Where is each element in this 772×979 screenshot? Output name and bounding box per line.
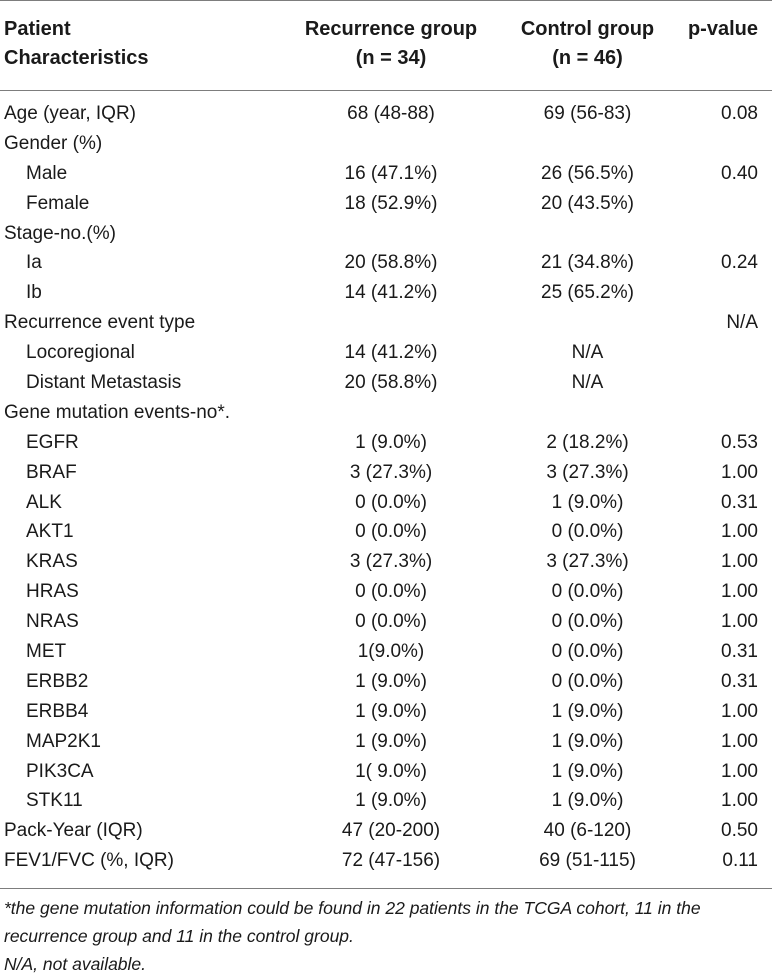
- row-label: Female: [26, 192, 90, 214]
- control-value: 40 (6-120): [543, 820, 632, 842]
- p-value: 0.24: [721, 252, 758, 274]
- recurrence-value: 0 (0.0%): [355, 611, 427, 633]
- row-label: FEV1/FVC (%, IQR): [4, 850, 174, 872]
- recurrence-value: 1 (9.0%): [355, 670, 427, 692]
- control-value: 1 (9.0%): [551, 491, 624, 513]
- recurrence-value: 72 (47-156): [341, 850, 441, 872]
- control-value: 3 (27.3%): [546, 461, 629, 483]
- header-patient-characteristics: Patient Characteristics: [4, 18, 149, 69]
- footnote-line: N/A, not available.: [4, 954, 147, 974]
- header-control-group: Control group (n = 46): [520, 18, 655, 69]
- table-row: [0, 219, 772, 249]
- table-row: [0, 697, 772, 727]
- recurrence-value: 1 (9.0%): [355, 730, 427, 752]
- table-row: [0, 189, 772, 219]
- recurrence-value: 0 (0.0%): [355, 491, 427, 513]
- header-recurrence-group: Recurrence group (n = 34): [304, 18, 478, 69]
- table-row: [0, 458, 772, 488]
- control-value: 26 (56.5%): [541, 162, 634, 184]
- control-value: 0 (0.0%): [551, 670, 624, 692]
- row-label: Ia: [26, 252, 42, 274]
- table-row: [0, 786, 772, 816]
- row-label: Stage-no.(%): [4, 222, 116, 244]
- p-value: N/A: [726, 312, 758, 334]
- row-label: ALK: [26, 491, 62, 513]
- row-label: NRAS: [26, 611, 79, 633]
- table-row: [0, 159, 772, 189]
- row-label: STK11: [26, 790, 83, 812]
- table-footnotes: [4, 894, 770, 978]
- control-value: 0 (0.0%): [551, 521, 624, 543]
- p-value: 0.53: [721, 431, 758, 453]
- table-header: [0, 0, 772, 90]
- recurrence-value: 1( 9.0%): [355, 760, 427, 782]
- recurrence-value: 0 (0.0%): [355, 581, 427, 603]
- control-value: 21 (34.8%): [541, 252, 634, 274]
- table-row: [0, 248, 772, 278]
- control-value: 0 (0.0%): [551, 611, 624, 633]
- footnote-line: *the gene mutation information could be found in 22 patients in the TCGA cohort, 11 in the: [4, 898, 701, 918]
- table-row: [0, 517, 772, 547]
- table-row: [0, 99, 772, 129]
- control-value: 20 (43.5%): [541, 192, 634, 214]
- row-label: MAP2K1: [26, 730, 101, 752]
- table-row: [0, 338, 772, 368]
- footnote-line: recurrence group and 11 in the control group.: [4, 926, 354, 946]
- control-value: N/A: [571, 342, 604, 364]
- control-value: 69 (51-115): [539, 850, 636, 872]
- table-row: [0, 488, 772, 518]
- table-row: [0, 308, 772, 338]
- row-label: EGFR: [26, 431, 79, 453]
- recurrence-value: 14 (41.2%): [344, 342, 438, 364]
- table-row: [0, 398, 772, 428]
- table-body: [0, 99, 772, 876]
- recurrence-value: 16 (47.1%): [344, 162, 438, 184]
- row-label: KRAS: [26, 551, 78, 573]
- recurrence-value: 1 (9.0%): [355, 431, 427, 453]
- recurrence-value: 20 (58.8%): [344, 252, 438, 274]
- header-p-value: p-value: [687, 18, 758, 40]
- row-label: BRAF: [26, 461, 77, 483]
- row-label: PIK3CA: [26, 760, 94, 782]
- table-row: [0, 428, 772, 458]
- recurrence-value: 14 (41.2%): [344, 282, 438, 304]
- control-value: 0 (0.0%): [551, 581, 624, 603]
- p-value: 0.11: [722, 850, 758, 872]
- table-row: [0, 278, 772, 308]
- table-row: [0, 816, 772, 846]
- p-value: 1.00: [721, 461, 758, 483]
- table-row: [0, 667, 772, 697]
- p-value: 1.00: [721, 760, 758, 782]
- row-label: Distant Metastasis: [26, 372, 182, 394]
- table-row: [0, 846, 772, 876]
- p-value: 1.00: [721, 581, 758, 603]
- recurrence-value: 3 (27.3%): [349, 551, 433, 573]
- p-value: 1.00: [721, 551, 758, 573]
- table-row: [0, 637, 772, 667]
- recurrence-value: 0 (0.0%): [355, 521, 427, 543]
- p-value: 0.31: [721, 670, 758, 692]
- header-bottom-rule: [0, 90, 772, 91]
- row-label: Age (year, IQR): [4, 103, 136, 124]
- recurrence-value: 68 (48-88): [347, 103, 435, 124]
- row-label: Ib: [26, 282, 42, 304]
- control-value: 1 (9.0%): [551, 730, 624, 752]
- control-value: 25 (65.2%): [541, 282, 634, 304]
- row-label: HRAS: [26, 581, 79, 603]
- row-label: MET: [26, 641, 67, 663]
- table-bottom-rule: [0, 888, 772, 889]
- table-row: [0, 757, 772, 787]
- p-value: 1.00: [721, 790, 758, 812]
- p-value: 0.31: [721, 641, 758, 663]
- row-label: ERBB2: [26, 670, 89, 692]
- row-label: Recurrence event type: [4, 312, 196, 334]
- control-value: 69 (56-83): [543, 103, 632, 124]
- recurrence-value: 47 (20-200): [341, 820, 441, 842]
- table-row: [0, 547, 772, 577]
- p-value: 1.00: [721, 611, 758, 633]
- recurrence-value: 3 (27.3%): [349, 461, 433, 483]
- recurrence-value: 1(9.0%): [357, 641, 425, 663]
- control-value: 0 (0.0%): [551, 641, 624, 663]
- row-label: Locoregional: [26, 342, 135, 364]
- row-label: Male: [26, 162, 68, 184]
- row-label: ERBB4: [26, 700, 89, 722]
- table-row: [0, 129, 772, 159]
- control-value: 1 (9.0%): [551, 700, 624, 722]
- p-value: 0.40: [721, 162, 758, 184]
- table-row: [0, 368, 772, 398]
- p-value: 1.00: [721, 700, 758, 722]
- p-value: 1.00: [721, 730, 758, 752]
- control-value: 2 (18.2%): [546, 431, 629, 453]
- table-row: [0, 577, 772, 607]
- recurrence-value: 20 (58.8%): [344, 372, 438, 394]
- table-row: [0, 607, 772, 637]
- table-row: [0, 727, 772, 757]
- p-value: 0.31: [721, 491, 758, 513]
- recurrence-value: 1 (9.0%): [355, 790, 427, 812]
- row-label: AKT1: [26, 521, 74, 543]
- recurrence-value: 18 (52.9%): [344, 192, 438, 214]
- control-value: 1 (9.0%): [551, 790, 624, 812]
- control-value: N/A: [571, 372, 604, 394]
- row-label: Gender (%): [4, 132, 103, 154]
- row-label: Gene mutation events-no*.: [4, 401, 231, 423]
- recurrence-value: 1 (9.0%): [355, 700, 427, 722]
- row-label: Pack-Year (IQR): [4, 820, 143, 842]
- p-value: 0.50: [721, 820, 758, 842]
- p-value: 0.08: [721, 103, 758, 124]
- control-value: 1 (9.0%): [551, 760, 624, 782]
- p-value: 1.00: [721, 521, 758, 543]
- control-value: 3 (27.3%): [546, 551, 629, 573]
